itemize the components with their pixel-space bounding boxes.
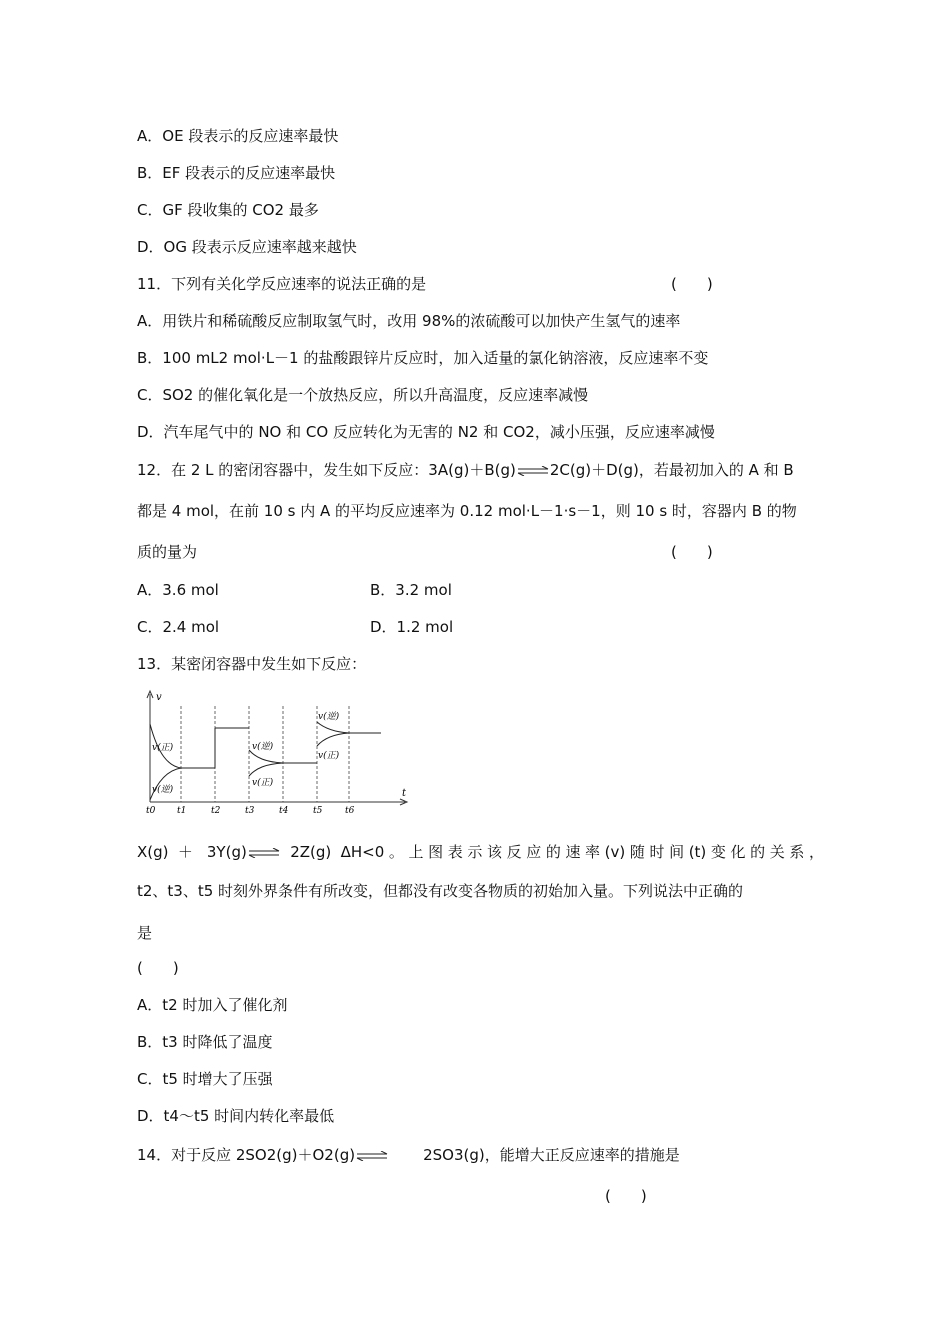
- q11-answer-paren: ( ): [671, 275, 713, 293]
- curve-label-reverse-t5: v(逆): [318, 712, 340, 722]
- q13-equation-line: [137, 842, 824, 862]
- x-tick-t5: t5: [313, 806, 323, 816]
- q10-option-b: B．EF 段表示的反应速率最快: [137, 164, 336, 182]
- curve-label-forward-t3: v(正): [252, 778, 274, 788]
- curve-label-forward-0: v(正): [152, 743, 174, 753]
- curve-label-reverse-0: v(逆): [152, 785, 174, 795]
- q14-answer-paren: ( ): [605, 1187, 647, 1205]
- x-tick-t2: t2: [211, 806, 221, 816]
- q13-delta-h: ΔH<0: [340, 843, 385, 861]
- q13-option-a: A．t2 时加入了催化剂: [137, 996, 288, 1014]
- curve-label-forward-t5: v(正): [318, 751, 340, 761]
- q14-stem-post: 2SO3(g)，能增大正反应速率的措施是: [423, 1146, 680, 1164]
- q13-option-c: C．t5 时增大了压强: [137, 1070, 273, 1088]
- q12-answer-paren: ( ): [671, 543, 713, 561]
- x-tick-t1: t1: [177, 806, 187, 816]
- x-tick-t4: t4: [279, 806, 289, 816]
- rate-time-chart: [140, 688, 415, 816]
- q11-option-d: D．汽车尾气中的 NO 和 CO 反应转化为无害的 N2 和 CO2，减小压强，反应速率减慢: [137, 423, 715, 441]
- q13-stem: 13．某密闭容器中发生如下反应：: [137, 655, 367, 673]
- q13-desc-line2: t2、t3、t5 时刻外界条件有所改变，但都没有改变各物质的初始加入量。下列说法中正确的: [137, 882, 744, 900]
- q13-eq-left: X(g) ＋ 3Y(g): [137, 843, 247, 861]
- q12-stem-pre: 12．在 2 L 的密闭容器中，发生如下反应：3A(g)＋B(g): [137, 461, 516, 479]
- q13-option-d: D．t4～t5 时间内转化率最低: [137, 1107, 335, 1125]
- reverse-rate-curve-t5: [317, 722, 349, 733]
- q12-stem-line1: [137, 460, 794, 480]
- reverse-rate-curve-0: [150, 768, 181, 800]
- equilibrium-arrow-icon: [247, 848, 281, 858]
- x-tick-t6: t6: [345, 806, 355, 816]
- curve-label-reverse-t3: v(逆): [252, 742, 274, 752]
- q10-option-d: D．OG 段表示反应速率越来越快: [137, 238, 357, 256]
- q12-stem-line2: 都是 4 mol，在前 10 s 内 A 的平均反应速率为 0.12 mol·L－1·s－1，则 10 s 时，容器内 B 的物: [137, 502, 797, 520]
- forward-rate-curve-t3: [249, 763, 283, 776]
- q12-option-d: D．1.2 mol: [370, 618, 454, 636]
- equilibrium-arrow-icon: [516, 466, 550, 476]
- q13-desc1: 。上图表示该反应的速率(v)随时间(t)变化的关系，: [384, 843, 824, 861]
- q12-stem-line3: 质的量为: [137, 543, 198, 561]
- q12-stem-post: 2C(g)＋D(g)，若最初加入的 A 和 B: [549, 461, 794, 479]
- q14-stem: [137, 1145, 680, 1165]
- q11-stem: 11．下列有关化学反应速率的说法正确的是: [137, 275, 427, 293]
- q11-option-a: A．用铁片和稀硫酸反应制取氢气时，改用 98%的浓硫酸可以加快产生氢气的速率: [137, 312, 681, 330]
- q12-option-b: B．3.2 mol: [370, 581, 452, 599]
- q13-desc-line3: 是: [137, 924, 153, 942]
- x-tick-t3: t3: [245, 806, 255, 816]
- q12-option-a: A．3.6 mol: [137, 581, 219, 599]
- forward-rate-curve-t5: [317, 733, 349, 746]
- q10-option-a: A．OE 段表示的反应速率最快: [137, 127, 339, 145]
- q10-option-c: C．GF 段收集的 CO2 最多: [137, 201, 319, 219]
- q13-option-b: B．t3 时降低了温度: [137, 1033, 273, 1051]
- x-axis-label: t: [402, 788, 407, 799]
- q13-eq-right: 2Z(g): [290, 843, 332, 861]
- y-axis-label: v: [156, 692, 162, 703]
- q11-option-c: C．SO2 的催化氧化是一个放热反应，所以升高温度，反应速率减慢: [137, 386, 589, 404]
- q12-option-c: C．2.4 mol: [137, 618, 220, 636]
- x-tick-t0: t0: [146, 806, 156, 816]
- q11-option-b: B．100 mL2 mol·L－1 的盐酸跟锌片反应时，加入适量的氯化钠溶液，反应速率不变: [137, 349, 709, 367]
- q14-stem-pre: 14．对于反应 2SO2(g)＋O2(g): [137, 1146, 356, 1164]
- q13-answer-paren: ( ): [137, 959, 179, 977]
- equilibrium-arrow-icon: [355, 1151, 389, 1161]
